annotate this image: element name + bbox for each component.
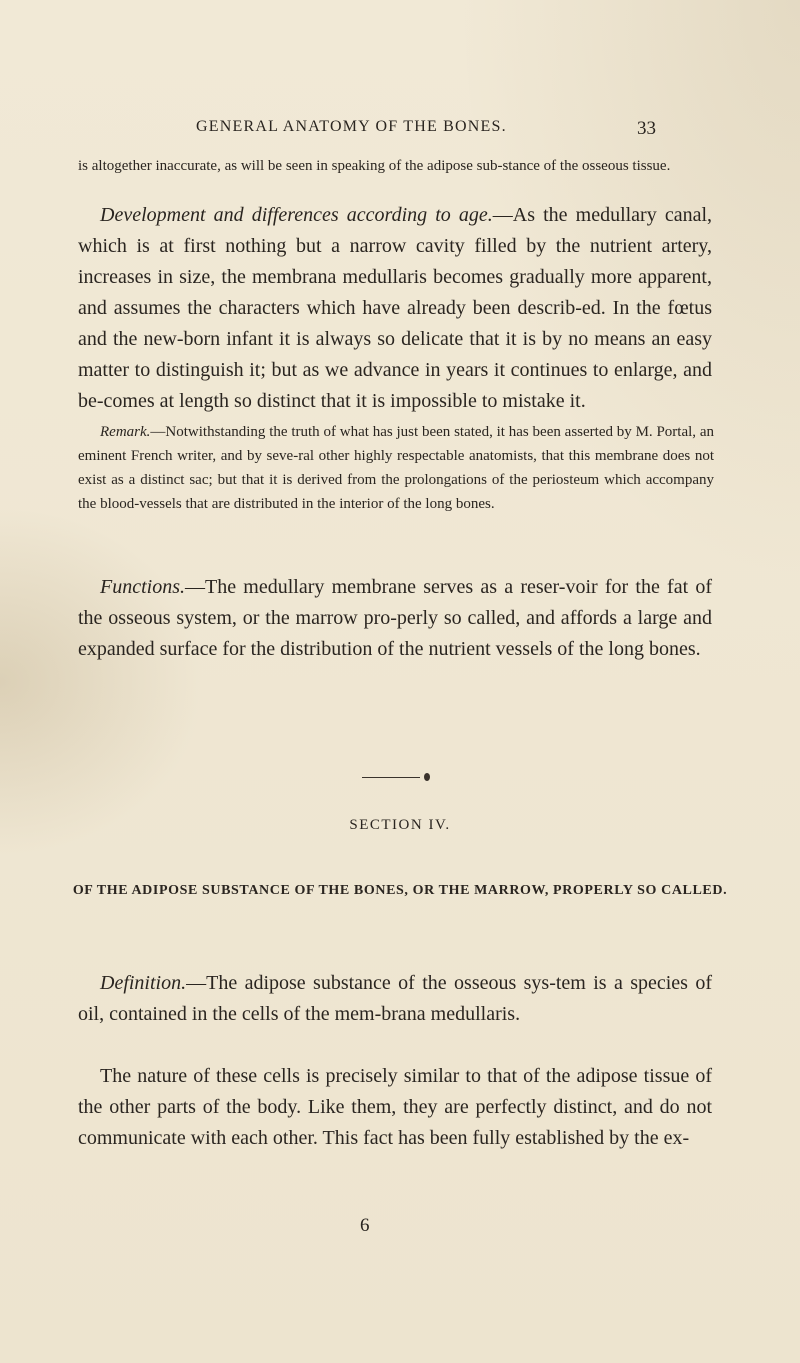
- development-heading: Development and differences according to age.: [100, 204, 493, 226]
- paragraph-definition: [78, 968, 712, 1030]
- section-subtitle: OF THE ADIPOSE SUBSTANCE OF THE BONES, OR THE MARROW, PROPERLY SO CALLED.: [72, 883, 728, 898]
- signature-mark: 6: [360, 1215, 370, 1236]
- divider-dot: [424, 773, 430, 781]
- section-title: SECTION IV.: [349, 817, 451, 833]
- paragraph-remark: [78, 420, 714, 516]
- functions-heading: Functions.: [100, 576, 185, 598]
- definition-heading: Definition.: [100, 972, 187, 994]
- development-body: —As the medullary canal, which is at first nothing but a narrow cavity filled by the nutrient artery, increases in size, the membrana medullaris becomes gradually more apparent, and assumes the characters which have already been describ-ed. In the fœtus and the new-born infant it is always so delicate that it is by no means an easy matter to distinguish it; but as we advance in years it continues to enlarge, and be-comes at length so distinct that it is impossible to mistake it.: [78, 204, 712, 412]
- page-number: 33: [637, 118, 656, 139]
- running-head-title: GENERAL ANATOMY OF THE BONES.: [196, 118, 507, 135]
- paragraph-development: [78, 200, 712, 417]
- functions-body: —The medullary membrane serves as a reser-voir for the fat of the osseous system, or the marrow pro-perly so called, and affords a large and expanded surface for the distribution of the nutrient vessels of the long bones.: [78, 576, 712, 660]
- paragraph-nature: The nature of these cells is precisely similar to that of the adipose tissue of the other parts of the body. Like them, they are perfectly distinct, and do not communicate with each other. This fact has been fully established by the ex-: [78, 1065, 712, 1149]
- remark-body: —Notwithstanding the truth of what has just been stated, it has been asserted by M. Portal, an eminent French writer, and by seve-ral other highly respectable anatomists, that this membrane does not exist as a distinct sac; but that it is derived from the prolongations of the periosteum which accompany the blood-vessels that are distributed in the interior of the long bones.: [78, 424, 714, 512]
- remark-heading: Remark.: [100, 424, 151, 440]
- divider-line: [362, 777, 420, 778]
- section-divider: [362, 772, 446, 782]
- definition-body: —The adipose substance of the osseous sys-tem is a species of oil, contained in the cells of the mem-brana medullaris.: [78, 972, 712, 1025]
- paragraph-continuation: is altogether inaccurate, as will be seen in speaking of the adipose sub-stance of the osseous tissue.: [78, 158, 671, 174]
- running-head: [196, 118, 656, 139]
- paragraph-functions: [78, 572, 712, 665]
